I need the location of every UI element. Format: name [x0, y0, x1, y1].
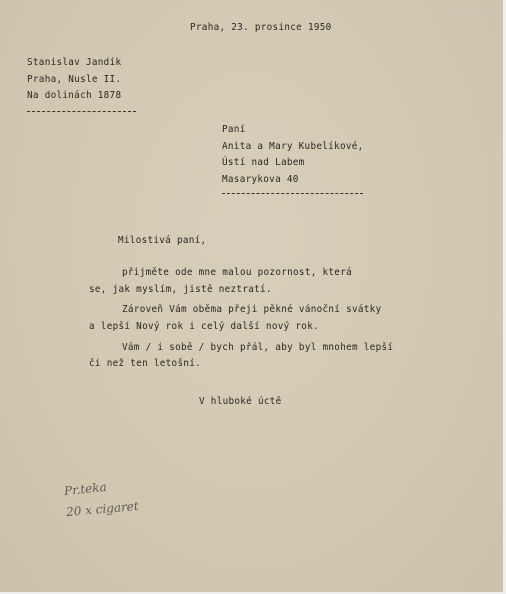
- body-line-2: se, jak myslím, jistě neztratí.: [89, 284, 272, 295]
- greeting: Milostivá paní,: [118, 235, 207, 246]
- sender-underline: [27, 111, 136, 112]
- body-line-3: Zároveň Vám oběma přeji pěkné vánoční svátky: [122, 304, 382, 315]
- sender-name: Stanislav Jandík: [27, 57, 122, 68]
- date-line: Praha, 23. prosince 1950: [190, 22, 332, 33]
- recipient-underline: [222, 193, 363, 194]
- body-line-6: či než ten letošní.: [89, 358, 202, 369]
- handwritten-note-line-2: 20 x cigaret: [65, 498, 140, 520]
- handwritten-note-line-1: Pr.teka: [63, 479, 108, 499]
- body-line-4: a lepší Nový rok i celý další nový rok.: [89, 321, 319, 332]
- body-line-1: přijměte ode mne malou pozornost, která: [122, 267, 352, 278]
- recipient-names: Anita a Mary Kubelíkové,: [222, 141, 364, 152]
- recipient-city: Ústí nad Labem: [222, 157, 305, 168]
- sender-street: Na dolinách 1878: [27, 90, 122, 101]
- recipient-salutation: Paní: [222, 124, 246, 135]
- body-line-5: Vám / i sobě / bych přál, aby byl mnohem lepší: [122, 342, 394, 353]
- closing: V hluboké úctě: [199, 396, 282, 407]
- sender-city: Praha, Nusle II.: [27, 74, 122, 85]
- watermark: Paměť národa: [452, 8, 497, 15]
- recipient-street: Masarykova 40: [222, 174, 299, 185]
